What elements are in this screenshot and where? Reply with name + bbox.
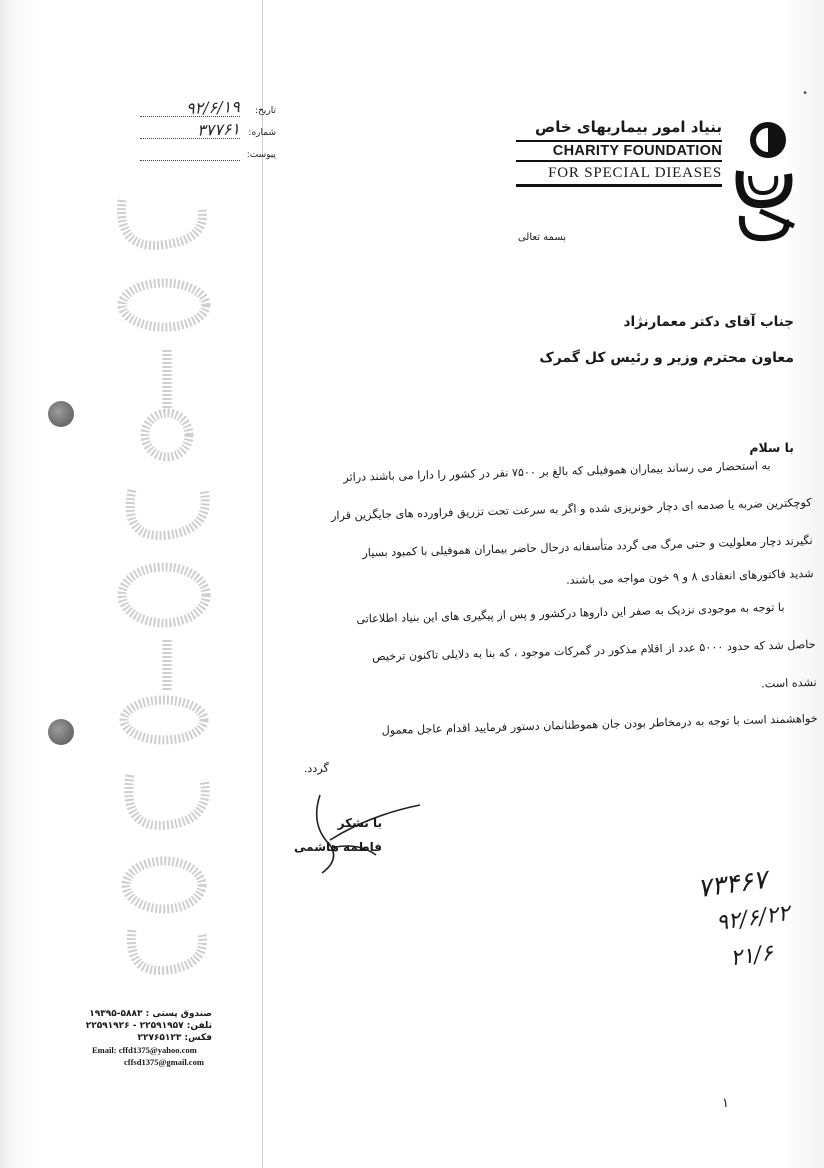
org-name-en-line2: FOR SPECIAL DIEASES xyxy=(516,162,722,187)
letter-meta xyxy=(136,97,276,166)
footer-email1: cffd1375@yahoo.com xyxy=(118,1045,197,1055)
signature-block xyxy=(280,785,430,885)
body-line: حاصل شد که حدود ۵۰۰۰ عدد از اقلام مذکور در گمرکات موجود ، که بنا به دلایلی تاکنون ترخیص xyxy=(371,637,816,664)
punch-hole xyxy=(48,719,74,745)
letterhead xyxy=(516,118,722,187)
bismillah: بسمه تعالی xyxy=(517,232,567,243)
handwritten-line: ۷۳۴۶۷ xyxy=(695,864,769,905)
number-row xyxy=(136,119,276,144)
letter-body xyxy=(250,446,819,790)
date-line xyxy=(140,116,240,117)
body-line: گردد. xyxy=(303,761,329,776)
date-label: تاریخ: xyxy=(255,106,276,116)
body-line: شدید فاکتورهای انعقادی ۸ و ۹ خون مواجه می باشند. xyxy=(565,566,814,587)
foundation-logo-icon xyxy=(730,116,796,244)
body-line: کوچکترین ضربه یا صدمه ای دچار خونریزی شده و اگر به سرعت تحت تزریق فراورده های جایگزین قرار xyxy=(330,495,812,523)
footer-pobox: صندوق پستی : ۵۸۸۳-۱۹۳۹۵ xyxy=(89,1009,212,1019)
handwritten-line: ۲۱/۶ xyxy=(728,940,775,972)
handwritten-notes xyxy=(690,848,820,978)
attachment-row xyxy=(136,144,276,166)
addressee-title: معاون محترم وزیر و رئیس کل گمرک xyxy=(539,350,794,366)
attachment-label: پیوست: xyxy=(246,150,276,160)
footer-email2: cffsd1375@gmail.com xyxy=(124,1057,204,1067)
footer-phone: تلفن: ۲۲۵۹۱۹۵۷ - ۲۲۵۹۱۹۲۶ xyxy=(85,1021,212,1031)
footer-email xyxy=(82,1044,212,1056)
signature-thanks: با تشکر xyxy=(337,816,382,830)
footer-email-label: Email: xyxy=(92,1045,117,1055)
signature-name: فاطمه هاشمی xyxy=(294,840,382,854)
org-name-en-line1: CHARITY FOUNDATION xyxy=(516,140,722,162)
org-name-fa: بنیاد امور بیماریهای خاص xyxy=(535,118,722,136)
date-value: ۹۲/۶/۱۹ xyxy=(185,97,241,118)
handwritten-line: ۹۲/۶/۲۲ xyxy=(714,900,792,937)
attachment-line xyxy=(140,160,240,161)
number-value: ۳۷۷۶۱ xyxy=(196,119,241,140)
date-row xyxy=(136,97,276,122)
signature-text xyxy=(294,811,382,859)
body-line: به استحضار می رساند بیماران هموفیلی که بالغ بر ۷۵۰۰ نفر در کشور را دارا می باشند دراثر xyxy=(343,459,771,485)
punch-hole xyxy=(48,401,74,427)
body-line: نشده است. xyxy=(761,675,817,691)
body-line: خواهشمند است با توجه به درمخاطر بودن جان هموطنانمان دستور فرمایید اقدام عاجل معمول xyxy=(381,711,818,738)
greeting: با سلام xyxy=(749,440,794,455)
addressee xyxy=(539,314,794,366)
watermark-chain-pattern xyxy=(92,190,242,990)
page-number: ۱ xyxy=(722,1096,729,1111)
body-line: نگیرند دچار معلولیت و حتی مرگ می گردد متأسفانه درحال حاضر بیماران هموفیلی با کمبود بسیار xyxy=(362,533,813,560)
body-line: با توجه به موجودی نزدیک به صفر این داروها درکشور و پس از پیگیری های این بنیاد اطلاعاتی xyxy=(356,600,785,626)
number-label: شماره: xyxy=(248,128,276,138)
number-line xyxy=(140,138,240,139)
addressee-name: جناب آقای دکتر معمارنژاد xyxy=(623,314,794,330)
footer-contact xyxy=(82,1008,212,1068)
footer-fax: فکس: ۲۲۷۶۵۱۲۳ xyxy=(137,1033,212,1043)
scan-mark: • xyxy=(802,88,808,99)
